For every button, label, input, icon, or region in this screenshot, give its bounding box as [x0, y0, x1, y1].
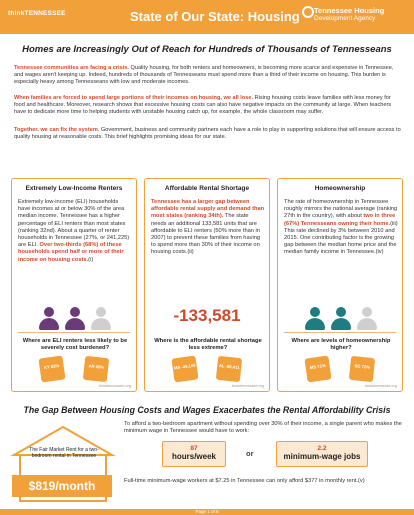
person-icon: [356, 307, 378, 331]
person-icon: [330, 307, 352, 331]
eli-renters-title: Extremely Low-Income Renters: [25, 185, 123, 192]
home-question: Where are levels of homeownership higher?: [291, 338, 391, 351]
intro-lead-3: Together, we can fix the system.: [14, 127, 100, 133]
header-banner: [0, 0, 414, 34]
wage-footer-text: Full-time minimum-wage workers at $7.25 in Tennessee can only afford $377 in monthly rent.(v): [124, 478, 365, 484]
eli-question: Where are ELI renters less likely to be severely cost burdened?: [22, 338, 128, 351]
shortage-question: Where is the affordable rental shortage less extreme?: [154, 338, 262, 351]
homeownership-title: Homeownership: [314, 185, 366, 192]
or-text: or: [246, 449, 254, 458]
eli-highlight: Over two-thirds (68%) of these households spend half or more of their income on housing costs.: [18, 242, 124, 263]
state-map: [292, 355, 390, 385]
homeownership-card: [277, 178, 403, 392]
gap-section-title: The Gap Between Housing Costs and Wages Exacerbates the Rental Affordability Crisis: [23, 405, 391, 415]
people-icons: [278, 307, 402, 333]
intro-text-2: Rising housing costs leave families with less money for food and healthcare. Moreover, research shows that excessive housing costs can also have negative impacts on the community at large. When teachers have to dedicate more time to helping students with unstable housing catch up, for example, the whole classroom may suffer.: [14, 95, 392, 116]
shortage-highlight: Tennessee has a larger gap between affordable rental supply and demand than most states (ranking 34th).: [151, 199, 265, 220]
source-credit: thinktennessee.org: [98, 384, 131, 388]
state-badge-sc: SC 72%: [349, 356, 375, 382]
thda-logo-icon: [302, 6, 314, 18]
eli-text-before: Extremely low-income (ELI) households have incomes at or below 30% of the area median income. Tennessee has a higher percentage of ELI renters than most states (ranking 32nd). About a quarter of renter households in Tennessee (27%, or 241,225) are ELI.: [18, 199, 130, 249]
intro-text-3: Government, business and community partners each have a role to play in supporting solutions that will ensure access to quality housing at reasonable costs. This brief highlights promising ideas for our state.: [14, 127, 401, 141]
intro-paragraph-2: [14, 95, 402, 116]
state-badge-ky: KY 63%: [38, 355, 65, 382]
page-footer: [0, 509, 414, 515]
thda-name-line2: Development Agency: [314, 15, 376, 22]
home-text-before: The rate of homeownership in Tennessee roughly mirrors the national average (ranking 27th in the country), with about: [284, 199, 398, 220]
jobs-label: minimum-wage jobs: [283, 452, 361, 461]
rental-shortage-title: Affordable Rental Shortage: [164, 185, 250, 192]
thda-logo-text: [314, 7, 404, 23]
wage-intro-text: To afford a two-bedroom apartment without spending over 30% of their income, a single parent who makes the minimum wage in Tennessee would have to work:: [124, 421, 402, 435]
intro-text-1: Quality housing, for both renters and homeowners, is becoming more scarce and expensive in Tennessee, and wages aren't keeping up. Indeed, hundreds of thousands of Tennesseans must spend more than a third of their income on housing. This burden is especially heavy among Tennesseans with low and moderate incomes.: [14, 65, 394, 86]
home-highlight: two in three (67%) Tennesseans owning their home.: [284, 213, 396, 227]
fair-market-rent-graphic: [8, 425, 118, 507]
home-text-after: (iii) This rate declined by 3% between 2010 and 2015. One contributing factor is the growing gap between the median home price and the median family income in Tennessee.(iv): [284, 220, 398, 256]
state-badge-ms: MS 71%: [304, 355, 331, 382]
hours-per-week-stat: [162, 441, 226, 467]
person-icon: [38, 307, 60, 331]
rental-shortage-card: [144, 178, 270, 392]
thda-name-line1: Tennessee Housing: [314, 6, 385, 15]
hours-label: hours/week: [171, 452, 216, 461]
page-number: Page 1 of 6: [195, 509, 219, 514]
intro-lead-2: When families are forced to spend large portions of their incomes on housing, we all lose.: [14, 95, 254, 101]
jobs-number: 2.2: [317, 445, 327, 452]
source-credit: thinktennessee.org: [231, 384, 264, 388]
people-icons: [12, 307, 136, 333]
state-map: [26, 355, 124, 385]
shortage-text-after: The state needs an additional 133,581 units that are affordable to ELI renters (50% more than in 2007) to prevent these families from having to spend more than 30% of their income on housing costs.(ii): [151, 213, 261, 256]
eli-footnote: (i): [88, 256, 94, 263]
hours-number: 87: [190, 445, 198, 452]
intro-paragraph-3: [14, 127, 402, 141]
person-icon: [64, 307, 86, 331]
source-credit: thinktennessee.org: [364, 384, 397, 388]
state-map: [159, 355, 257, 385]
homeownership-text: [284, 199, 398, 257]
fmr-description: The Fair Market Rent for a two-bedroom rental in Tennessee: [29, 447, 99, 459]
intro-paragraph-1: [14, 65, 402, 86]
state-badge-ms: MS -49,165: [171, 355, 198, 382]
eli-renters-card: [11, 178, 137, 392]
rental-shortage-text: [151, 199, 265, 257]
page-title: State of Our State: Housing: [130, 9, 300, 24]
minimum-wage-jobs-stat: [276, 441, 368, 467]
eli-renters-text: [18, 199, 132, 264]
fmr-value: $819/month: [12, 475, 112, 497]
main-headline: Homes are Increasingly Out of Reach for Hundreds of Thousands of Tennesseans: [22, 44, 392, 55]
shortage-number: -133,581: [173, 306, 241, 325]
person-icon: [90, 307, 112, 331]
thinktennessee-logo: thinkTENNESSEE: [8, 10, 66, 17]
state-badge-al: AL -85,411: [216, 356, 242, 382]
person-icon: [304, 307, 326, 331]
state-badge-ar: AR 60%: [83, 356, 109, 382]
intro-lead-1: Tennessee communities are facing a crisis.: [14, 65, 129, 71]
